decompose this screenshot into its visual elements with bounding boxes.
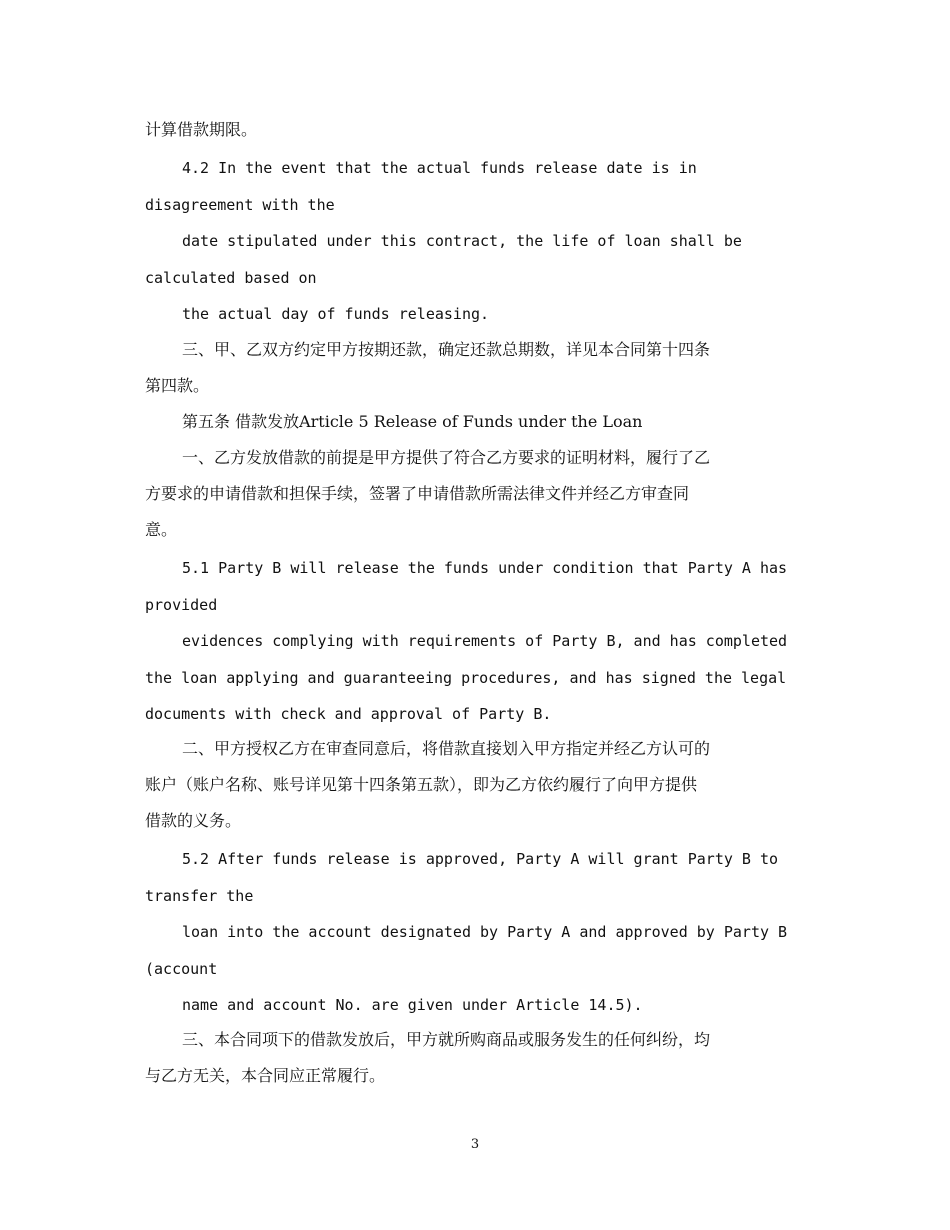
text-line: the loan applying and guaranteeing procedures, and has signed the legal [145,669,787,687]
text-line: 5.1 Party B will release the funds under condition that Party A has [182,559,788,577]
text-line: 三、本合同项下的借款发放后，甲方就所购商品或服务发生的任何纠纷，均 [182,1030,711,1049]
text-line: 方要求的申请借款和担保手续，签署了申请借款所需法律文件并经乙方审查同 [145,484,690,503]
section-heading: 第五条 借款发放Article 5 Release of Funds under the Loan [182,412,643,431]
text-line: 5.2 After funds release is approved, Party A will grant Party B to [182,850,779,868]
text-line: evidences complying with requirements of Party B, and has completed [182,632,788,650]
page-number: 3 [470,1137,480,1152]
text-line: documents with check and approval of Party B. [145,705,552,723]
text-line: transfer the [145,887,254,905]
text-line: the actual day of funds releasing. [182,305,490,323]
text-line: 意。 [145,520,178,539]
text-line: 4.2 In the event that the actual funds release date is in [182,159,697,177]
text-line: 三、甲、乙双方约定甲方按期还款，确定还款总期数，详见本合同第十四条 [182,340,711,359]
text-line: 账户（账户名称、账号详见第十四条第五款），即为乙方依约履行了向甲方提供 [145,775,698,794]
text-line: loan into the account designated by Party A and approved by Party B [182,923,788,941]
text-line: 一、乙方发放借款的前提是甲方提供了符合乙方要求的证明材料，履行了乙 [182,448,711,467]
text-line: 与乙方无关，本合同应正常履行。 [145,1066,386,1085]
text-line: name and account No. are given under Article 14.5). [182,996,643,1014]
text-line: 计算借款期限。 [145,120,258,139]
text-line: date stipulated under this contract, the life of loan shall be [182,232,742,250]
text-line: calculated based on [145,269,317,287]
text-line: 第四款。 [145,376,210,395]
text-line: disagreement with the [145,196,335,214]
text-line: provided [145,596,218,614]
text-line: 二、甲方授权乙方在审查同意后，将借款直接划入甲方指定并经乙方认可的 [182,739,711,758]
text-line: 借款的义务。 [145,811,242,830]
text-line: (account [145,960,218,978]
